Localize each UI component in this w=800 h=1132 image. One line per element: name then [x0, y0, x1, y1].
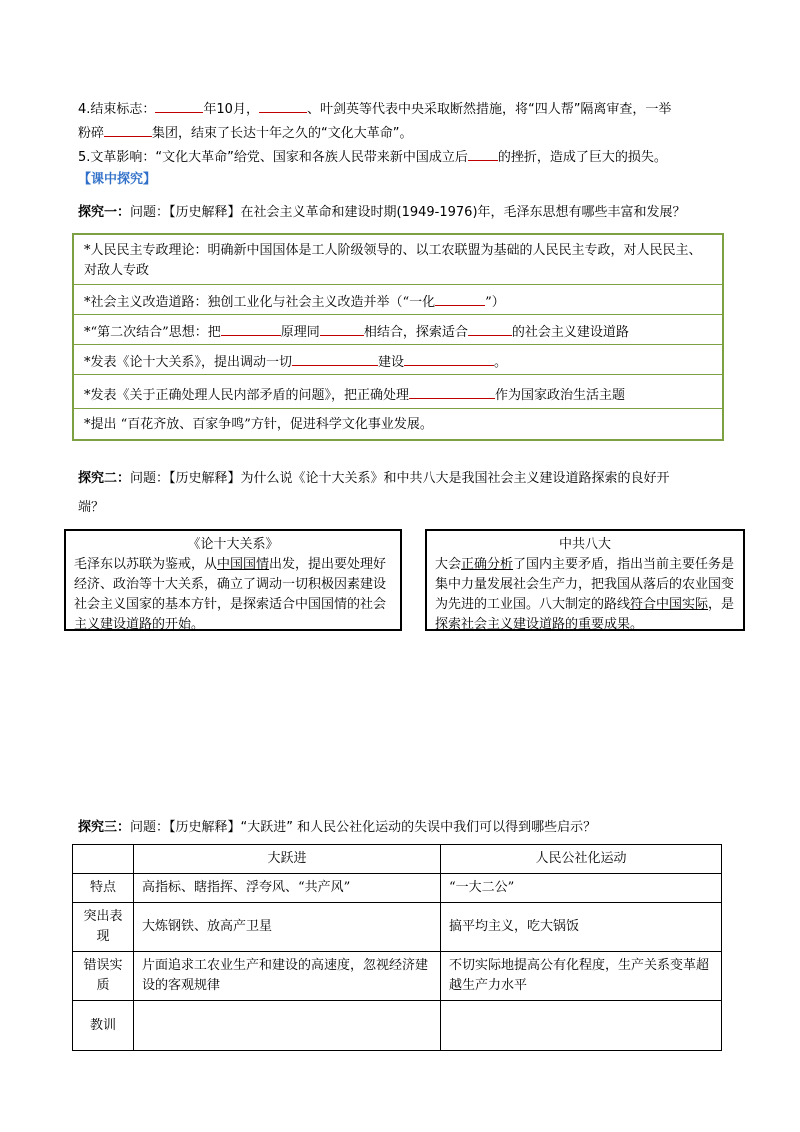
card-ten-relations-body: 毛泽东以苏联为鉴戒，从中国国情出发，提出要处理好经济、政治等十大关系，确立了调动一切积极因素建设社会主义国家的基本方针，是探索适合中国国情的社会主义建设道路的开始。 — [74, 557, 387, 632]
blank-person[interactable] — [259, 98, 307, 113]
blank-reality[interactable] — [320, 321, 364, 336]
explore1-row-3: *“第二次结合”思想：把 原理同 相结合，探索适合 的社会主义建设道路 — [74, 315, 722, 345]
blank-factors[interactable] — [292, 351, 378, 366]
card-ten-relations — [64, 529, 402, 631]
explore1-row-4: *发表《论十大关系》，提出调动一切 建设 。 — [74, 345, 722, 375]
item-5-line: 5.文革影响：“文化大革命”给党、国家和各族人民带来新中国成立后 的挫折，造成了巨大的损失。 — [78, 146, 667, 168]
explore1-table — [72, 233, 724, 441]
section-heading: 【课中探究】 — [78, 172, 157, 187]
blank-construction[interactable] — [404, 351, 494, 366]
blank-principle[interactable] — [221, 321, 281, 336]
card-eighth-congress-body: 大会正确分析了国内主要矛盾，指出当前主要任务是集中力量发展社会生产力，把我国从落后的农业国变为先进的工业国。八大制定的路线符合中国实际，是探索社会主义建设道路的重要成果。 — [435, 557, 735, 632]
card-eighth-congress-title: 中共八大 — [558, 537, 611, 552]
blank-year[interactable] — [155, 98, 203, 113]
item-4-line-2: 粉碎 集团，结束了长达十年之久的“文化大革命”。 — [78, 122, 413, 144]
explore2-question-line-1: 探究二：问题：【历史解释】为什么说《论十大关系》和中共八大是我国社会主义建设道路探索的良好开 — [78, 471, 670, 486]
explore1-row-1: *人民民主专政理论：明确新中国国体是工人阶级领导的、以工农联盟为基础的人民民主专政，对人民民主、对敌人专政 — [74, 235, 722, 285]
explore3-table — [72, 844, 722, 1051]
explore1-question: 探究一：问题：【历史解释】在社会主义革命和建设时期(1949-1976)年，毛泽东思想有哪些丰富和发展？ — [78, 205, 686, 220]
explore2-question-line-2: 端？ — [78, 500, 105, 515]
table-row: 教训 — [73, 1001, 722, 1051]
card-eighth-congress — [425, 529, 745, 631]
table-header-row — [73, 845, 722, 874]
explore3-question: 探究三：问题：【历史解释】“大跃进” 和人民公社化运动的失误中我们可以得到哪些启示？ — [78, 820, 597, 835]
header-great-leap: 大跃进 — [134, 845, 441, 874]
table-row: 特点 高指标、瞎指挥、浮夸风、“共产风” “一大二公” — [73, 874, 722, 903]
item-4-line-1: 4.结束标志： 年10月， 、叶剑英等代表中央采取断然措施，将“四人帮”隔离审查，一举 — [78, 98, 671, 120]
card-ten-relations-title: 《论十大关系》 — [187, 537, 279, 552]
table-row: 错误实质 片面追求工农业生产和建设的高速度，忽视经济建设的客观规律 不切实际地提高公有化程度，生产关系变革超越生产力水平 — [73, 952, 722, 1001]
explore1-row-6: *提出 “百花齐放、百家争鸣”方针，促进科学文化事业发展。 — [84, 417, 433, 432]
blank-suitable[interactable] — [468, 321, 512, 336]
table-row: 突出表现 大炼钢铁、放高产卫星 搞平均主义，吃大锅饭 — [73, 903, 722, 952]
header-communes: 人民公社化运动 — [441, 845, 722, 874]
answer-cell-communes[interactable] — [441, 1001, 722, 1051]
explore1-row-5: *发表《关于正确处理人民内部矛盾的问题》，把正确处理 作为国家政治生活主题 — [74, 375, 722, 409]
blank-gang[interactable] — [104, 122, 152, 137]
blank-setback[interactable] — [468, 146, 498, 161]
answer-cell-great-leap[interactable] — [134, 1001, 441, 1051]
explore1-row-2: *社会主义改造道路：独创工业化与社会主义改造并举（“一化 ”） — [74, 285, 722, 315]
blank-contradictions[interactable] — [409, 384, 495, 399]
blank-transform[interactable] — [435, 291, 485, 306]
